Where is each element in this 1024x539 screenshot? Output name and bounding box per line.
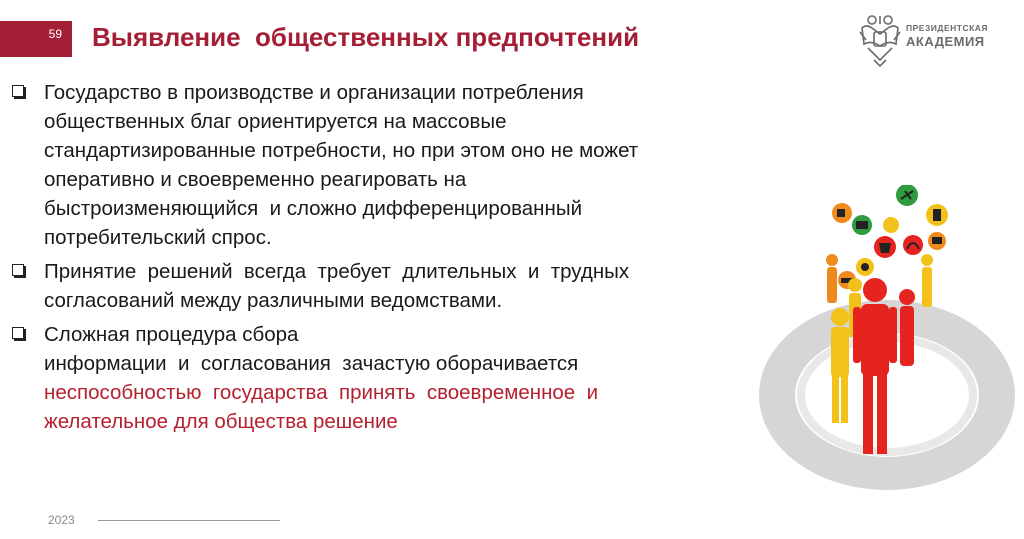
footer-divider <box>98 520 280 521</box>
logo-line-1: ПРЕЗИДЕНТСКАЯ <box>906 23 989 33</box>
footer-year: 2023 <box>48 513 75 527</box>
person-figure-back-left <box>826 254 838 303</box>
phone-icon <box>926 204 948 226</box>
slide-number-badge <box>0 21 72 57</box>
bullet-item-2 <box>12 257 752 315</box>
slide-title: Выявление общественных предпочтений <box>92 22 640 52</box>
logo-wordmark <box>906 24 988 48</box>
bullet-text-1: Государство в производстве и организации потребления общественных благ ориентируется на массовые стандартизированные потребности, но при этом оно не может оперативно и своевременно реагировать на быстроизменяющийся и сложно дифференцированный потребительский спрос. <box>44 81 639 249</box>
consumer-preferences-illustration <box>755 185 1020 505</box>
camera-icon <box>852 215 872 235</box>
checkbox-bullet-icon <box>12 264 24 276</box>
bullet-list <box>12 78 752 441</box>
person-figure-mid-right <box>899 289 915 366</box>
highlighted-text: желательное для общества решение <box>44 410 398 433</box>
bullet-item-1 <box>12 78 752 252</box>
heart-icon <box>883 217 899 233</box>
bullet-text-2: Принятие решений всегда требует длительных и трудных согласований между различными ведомствами. <box>44 260 630 312</box>
airplane-icon <box>896 185 918 206</box>
checkbox-bullet-icon <box>12 327 24 339</box>
headphones-icon <box>903 235 923 255</box>
highlighted-text: неспособностью государства принять своевременное и <box>44 381 599 404</box>
tv-icon <box>928 232 946 250</box>
slide-number: 59 <box>48 27 62 41</box>
academy-logo <box>858 10 998 70</box>
logo-line-2: АКАДЕМИЯ <box>906 33 985 49</box>
bullet-text-3: Сложная процедура сбора информации и согласования зачастую оборачивается неспособностью государства принять своевременное и желательное для общества решение <box>44 323 599 433</box>
eagle-emblem-icon <box>858 10 902 68</box>
coffee-icon <box>832 203 852 223</box>
checkbox-bullet-icon <box>12 85 24 97</box>
bullet-item-3 <box>12 320 752 436</box>
shirt-icon <box>874 236 896 258</box>
gear-icon <box>856 258 874 276</box>
person-figure-back-right <box>921 254 933 307</box>
